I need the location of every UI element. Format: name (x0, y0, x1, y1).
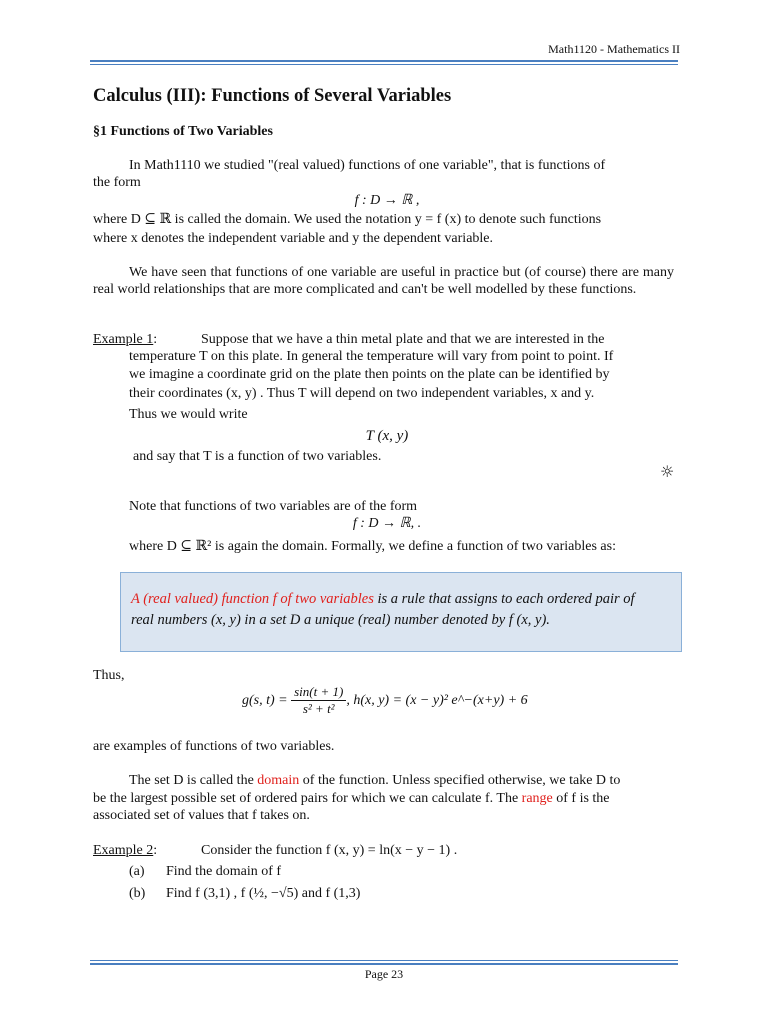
examples-line: are examples of functions of two variables. (93, 739, 335, 754)
intro-line-3: where D ⊆ ℝ is called the domain. We used the notation y = f (x) to denote such functions (93, 212, 602, 227)
intro-line-2: the form (93, 175, 141, 190)
domain-line-3: associated set of values that f takes on. (93, 808, 310, 823)
example-2-label: Example 2: (93, 843, 158, 858)
example-2-b-marker: (b) (129, 886, 146, 901)
example-1-line-4: their coordinates (x, y) . Thus T will depend on two independent variables, x and y. (129, 386, 595, 401)
example-2-a-marker: (a) (129, 864, 145, 879)
note-formula: f : D → ℝ, . (352, 516, 422, 531)
function-examples: g(s, t) = $\frac{\sin(t + 1)}{\text{s² + t²}}$ , h(x, y) = (x − y)² e^−(x+y) + 6 (242, 684, 528, 716)
example-1-line-3: we imagine a coordinate grid on the plate then points on the plate can be identified by (129, 367, 610, 382)
note-line-1: Note that functions of two variables are of the form (129, 499, 418, 514)
example-1-line-2: temperature T on this plate. In general the temperature will vary from point to point. If (129, 349, 614, 364)
example-2-b-text: Find f (3,1) , f (½, −√5) and f (1,3) (166, 886, 361, 901)
definition-line-2: real numbers (x, y) in a set D a unique (real) number denoted by f (x, y). (131, 612, 550, 628)
section-heading: §1 Functions of Two Variables (93, 124, 273, 139)
domain-line-1: The set D is called the domain of the function. Unless specified otherwise, we take D to (129, 773, 621, 788)
g-fraction: $\frac{\sin(t + 1)}{\text{s² + t²}}$ (291, 684, 346, 717)
paragraph-2: We have seen that functions of one variable are useful in practice but (of course) there are many real world relationships that are more complicated and can't be well modelled by these functions. (93, 265, 674, 297)
thus-label: Thus, (93, 668, 125, 683)
sun-icon: ☼ (660, 462, 675, 481)
intro-line-1: In Math1110 we studied "(real valued) functions of one variable", that is functions of (129, 158, 606, 173)
range-term: range (521, 791, 553, 806)
header-rule (90, 60, 678, 65)
page-number: Page 23 (364, 967, 404, 981)
example-1-line-6: and say that T is a function of two variables. (133, 449, 382, 464)
running-header: Math1120 - Mathematics II (548, 42, 680, 56)
example-1-formula: T (x, y) (365, 428, 409, 444)
page-title: Calculus (III): Functions of Several Variables (93, 86, 452, 106)
definition-term: A (real valued) function f of two variables (131, 591, 374, 607)
domain-term: domain (257, 773, 300, 788)
example-2-text: Consider the function f (x, y) = ln(x − y − 1) . (201, 843, 458, 858)
example-1-label: Example 1: (93, 332, 158, 347)
intro-formula: f : D → ℝ , (354, 193, 420, 208)
domain-line-2: be the largest possible set of ordered pairs for which we can calculate f. The range of f is the (93, 791, 610, 806)
note-line-2: where D ⊆ ℝ² is again the domain. Formally, we define a function of two variables as: (129, 539, 616, 554)
intro-line-4: where x denotes the independent variable and y the dependent variable. (93, 231, 494, 246)
definition-text: A (real valued) function f of two variables is a rule that assigns to each ordered pair of real numbers (x, y) in a set D a unique (real) number denoted by f (x, y). (131, 591, 635, 628)
example-2-a-text: Find the domain of f (166, 864, 282, 879)
example-1-line-1: Suppose that we have a thin metal plate and that we are interested in the (201, 332, 605, 347)
definition-box (120, 572, 682, 652)
footer-rule (90, 960, 678, 965)
example-1-line-5: Thus we would write (129, 407, 248, 422)
